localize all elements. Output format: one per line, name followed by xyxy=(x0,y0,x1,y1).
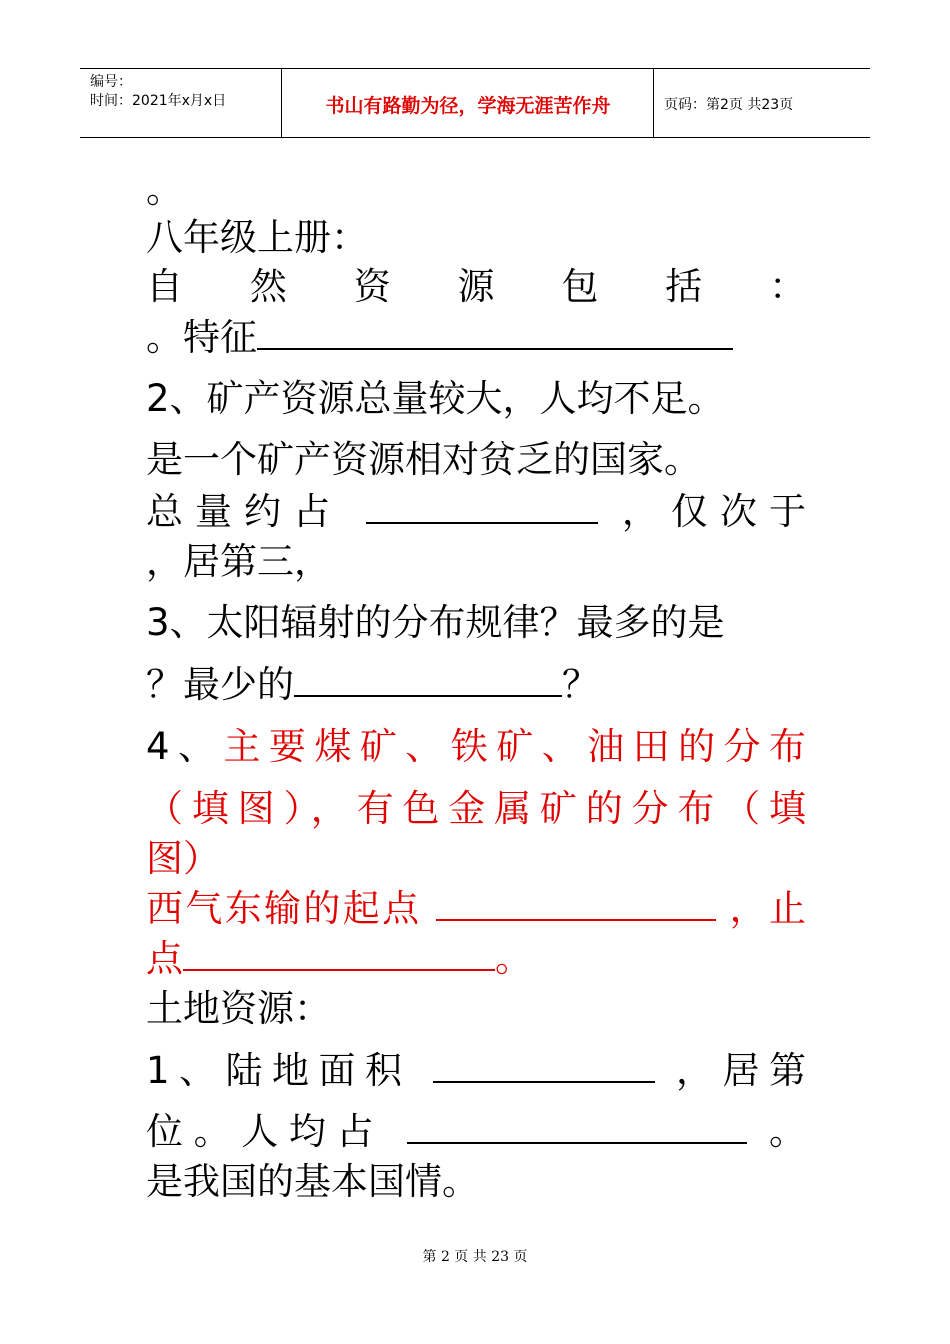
text-fragment: 位。人均占 xyxy=(146,1110,385,1153)
fill-blank[interactable] xyxy=(366,492,598,524)
header-meta xyxy=(90,73,226,111)
text-char: 源 xyxy=(457,265,523,308)
header-divider xyxy=(653,69,654,137)
text-fragment: ，仅次于 xyxy=(621,490,807,533)
text-line: 是一个矿产资源相对贫乏的国家。 xyxy=(146,438,701,481)
header-page-info: 页码：第2页 共23页 xyxy=(664,97,794,113)
text-line-red: （填图），有色金属矿的分布（填 xyxy=(146,787,806,830)
fill-blank[interactable] xyxy=(436,889,716,921)
document-date: 时间：2021年x月x日 xyxy=(90,93,227,109)
text-line-red xyxy=(146,887,806,931)
text-fragment: 点 xyxy=(146,937,183,980)
fill-blank[interactable] xyxy=(183,939,495,971)
header-motto: 书山有路勤为径，学海无涯苦作舟 xyxy=(325,95,611,117)
fill-blank[interactable] xyxy=(407,1112,747,1144)
text-line: ，居第三， xyxy=(146,540,331,583)
text-fragment: 。 xyxy=(495,937,532,980)
page-footer: 第 2 页 共 23 页 xyxy=(422,1249,528,1265)
text-line xyxy=(146,1110,806,1154)
text-line-red xyxy=(146,937,532,981)
fill-blank[interactable] xyxy=(294,665,562,697)
text-char: 资 xyxy=(353,265,419,308)
text-fragment: ？ xyxy=(562,663,599,706)
text-line: 。 xyxy=(146,168,183,211)
fill-blank[interactable] xyxy=(257,318,733,350)
text-fragment: ？最少的 xyxy=(146,663,294,706)
text-line xyxy=(146,725,806,769)
text-line: 3、太阳辐射的分布规律？最多的是 xyxy=(146,601,725,644)
text-fragment: 4、 xyxy=(146,725,224,768)
fill-blank[interactable] xyxy=(433,1051,655,1083)
text-fragment: ，居第 xyxy=(676,1049,807,1092)
text-fragment: 总量约占 xyxy=(146,490,343,533)
text-fragment: 1、陆地面积 xyxy=(146,1049,412,1092)
text-line xyxy=(146,663,599,707)
text-fragment-red: 主要煤矿、铁矿、油田的分布 xyxy=(223,725,806,768)
text-fragment: 。特征 xyxy=(146,316,257,359)
section-heading: 土地资源： xyxy=(146,987,331,1030)
document-number-label: 编号： xyxy=(90,74,132,90)
text-line: 是我国的基本国情。 xyxy=(146,1160,479,1203)
text-char: 括 xyxy=(665,265,730,308)
text-fragment: ，止 xyxy=(729,887,807,930)
page-header xyxy=(80,68,870,138)
text-line: 2、矿产资源总量较大，人均不足。 xyxy=(146,377,725,420)
text-line xyxy=(146,265,806,309)
text-char: 包 xyxy=(561,265,626,308)
text-char: ： xyxy=(769,265,807,308)
section-heading: 八年级上册： xyxy=(146,216,368,259)
text-fragment: 。 xyxy=(769,1110,807,1153)
text-char: 自 xyxy=(146,265,211,308)
header-divider xyxy=(281,69,282,137)
text-line xyxy=(146,490,806,534)
text-fragment: 西气东输的起点 xyxy=(146,887,422,930)
text-line-red: 图） xyxy=(146,837,220,880)
text-char: 然 xyxy=(249,265,315,308)
text-line xyxy=(146,316,733,360)
text-line xyxy=(146,1049,806,1093)
